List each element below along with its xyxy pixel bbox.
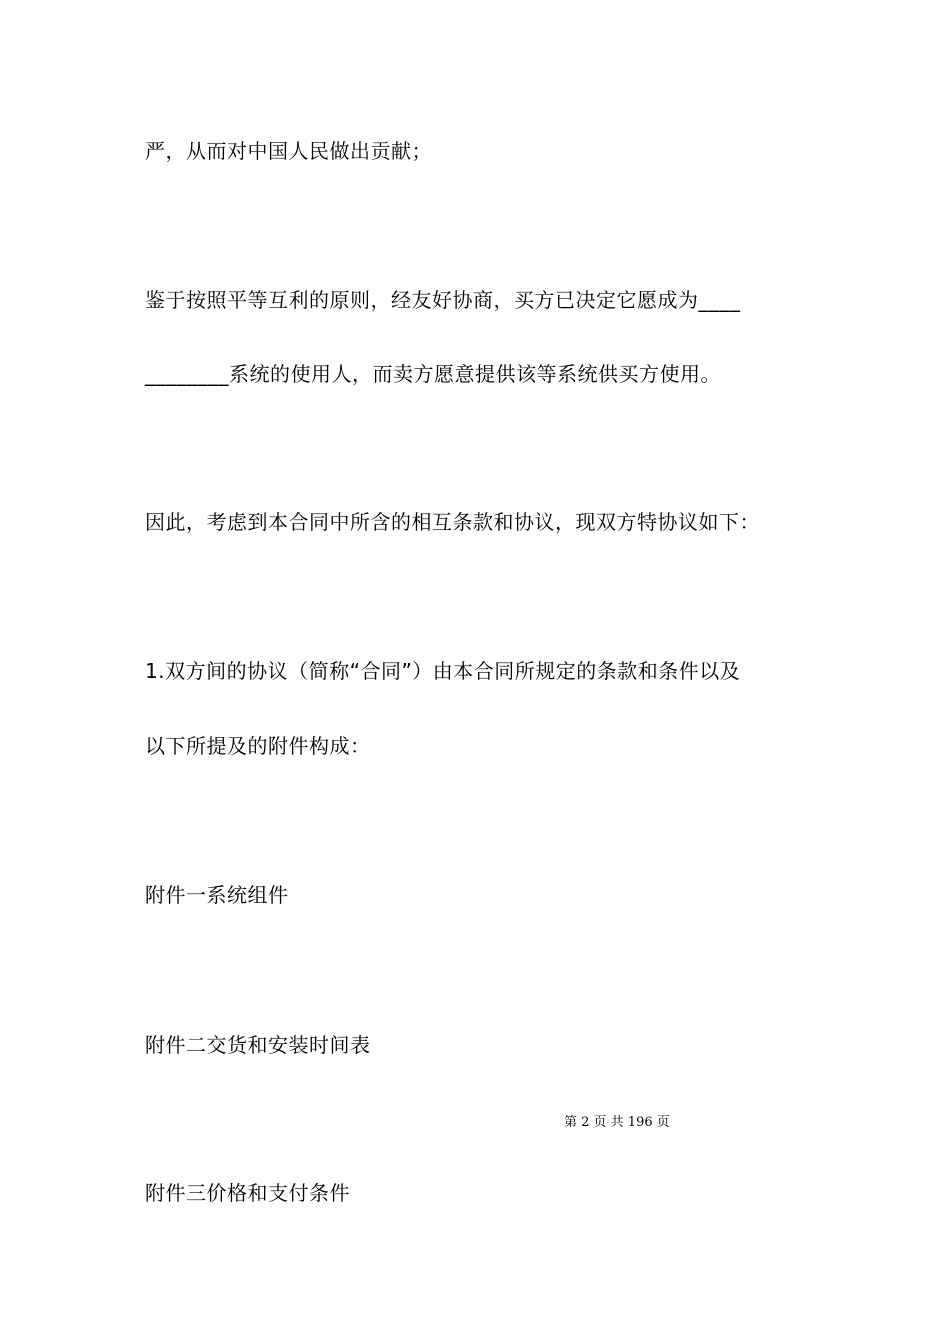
attachment-item: 附件二交货和安装时间表 — [145, 1033, 371, 1057]
page-number-footer: 第 2 页 共 196 页 — [564, 1115, 670, 1130]
paragraph-line: 因此，考虑到本合同中所含的相互条款和协议，现双方特协议如下： — [145, 510, 760, 534]
paragraph-line: 1.双方间的协议（简称“合同”）由本合同所规定的条款和条件以及 — [145, 659, 741, 683]
paragraph-line: 鉴于按照平等互利的原则，经友好协商，买方已决定它愿成为____ — [145, 288, 741, 312]
paragraph-line: 严，从而对中国人民做出贡献； — [145, 139, 432, 163]
paragraph-line: ________系统的使用人，而卖方愿意提供该等系统供买方使用。 — [145, 362, 721, 386]
attachment-item: 附件三价格和支付条件 — [145, 1181, 350, 1205]
paragraph-line: 以下所提及的附件构成： — [145, 734, 371, 758]
attachment-item: 附件一系统组件 — [145, 883, 289, 907]
